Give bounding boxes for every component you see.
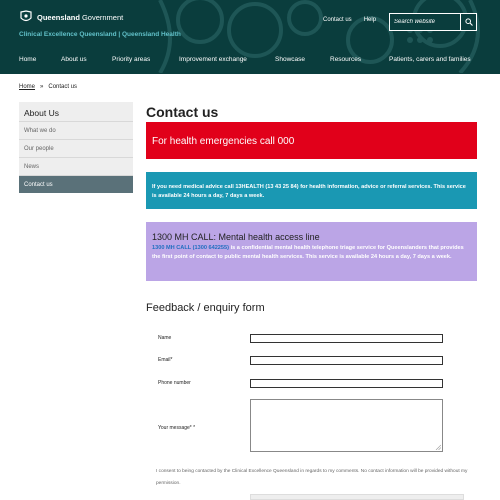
sidebar-item-contact-us[interactable]: Contact us	[19, 175, 133, 193]
site-title[interactable]: Clinical Excellence Queensland | Queensland Health	[19, 31, 181, 38]
consent-text: I consent to being contacted by the Clinical Excellence Queensland in regards to my comments. No contact information will be provided without my permission.	[156, 469, 468, 486]
emergency-alert: For health emergencies call 000	[146, 122, 477, 159]
mh-call-phone-link[interactable]: 1300 MH CALL (1300 642255)	[152, 245, 230, 251]
search-icon	[465, 18, 473, 26]
qld-gov-logo[interactable]	[19, 10, 123, 24]
13health-alert: If you need medical advice call 13HEALTH (13 43 25 84) for health information, advice or referral services. This service is available 24 hours a day, 7 days a week.	[146, 172, 477, 209]
name-label: Name	[158, 335, 172, 341]
name-field[interactable]	[250, 334, 443, 343]
breadcrumb-separator: »	[40, 84, 44, 90]
phone-field[interactable]	[250, 379, 443, 388]
sidebar-item-news[interactable]: News	[19, 157, 133, 175]
email-label: Email*	[158, 357, 173, 363]
mh-call-desc-text: is a confidential mental health telephone triage service for Queenslanders that provides the first point of contact to public mental health services. This service is available 24 hours a day, 7 days a week.	[152, 245, 464, 260]
search-button[interactable]	[460, 14, 476, 30]
phone-label: Phone number	[158, 380, 191, 386]
mh-call-title: 1300 MH CALL: Mental health access line	[152, 232, 320, 242]
sidebar-item-what-we-do[interactable]: What we do	[19, 121, 133, 139]
mh-call-description	[152, 244, 471, 262]
contact-us-link[interactable]: Contact us	[323, 17, 352, 23]
main-nav	[0, 48, 500, 73]
nav-priority-areas[interactable]: Priority areas	[112, 56, 151, 63]
form-title: Feedback / enquiry form	[146, 302, 265, 314]
site-header	[0, 0, 500, 73]
sidebar-heading[interactable]: About Us	[19, 102, 133, 121]
search-box	[389, 13, 477, 31]
breadcrumb-current: Contact us	[48, 84, 78, 90]
breadcrumb	[19, 84, 77, 90]
nav-divider	[0, 73, 500, 74]
top-links	[323, 17, 376, 23]
message-label: Your message* *	[158, 425, 196, 431]
nav-showcase[interactable]: Showcase	[275, 56, 305, 63]
help-link[interactable]: Help	[363, 17, 377, 23]
nav-about-us[interactable]: About us	[61, 56, 87, 63]
message-field[interactable]	[250, 399, 443, 452]
breadcrumb-home[interactable]: Home	[19, 84, 36, 90]
sidebar-item-our-people[interactable]: Our people	[19, 139, 133, 157]
consent-checkbox-row[interactable]	[250, 494, 464, 500]
nav-home[interactable]: Home	[19, 56, 37, 63]
nav-patients-carers-families[interactable]: Patients, carers and families	[389, 56, 471, 63]
crest-icon	[19, 10, 33, 24]
search-input[interactable]	[390, 14, 460, 30]
nav-resources[interactable]: Resources	[330, 56, 362, 63]
nav-improvement-exchange[interactable]: Improvement exchange	[179, 56, 247, 63]
gov-name: Queensland	[37, 12, 80, 22]
page-title: Contact us	[146, 104, 219, 120]
mh-call-alert	[146, 222, 477, 281]
resize-handle-icon[interactable]	[435, 444, 441, 450]
gov-suffix: Government	[81, 12, 124, 22]
sidebar	[19, 102, 133, 193]
email-field[interactable]	[250, 356, 443, 365]
